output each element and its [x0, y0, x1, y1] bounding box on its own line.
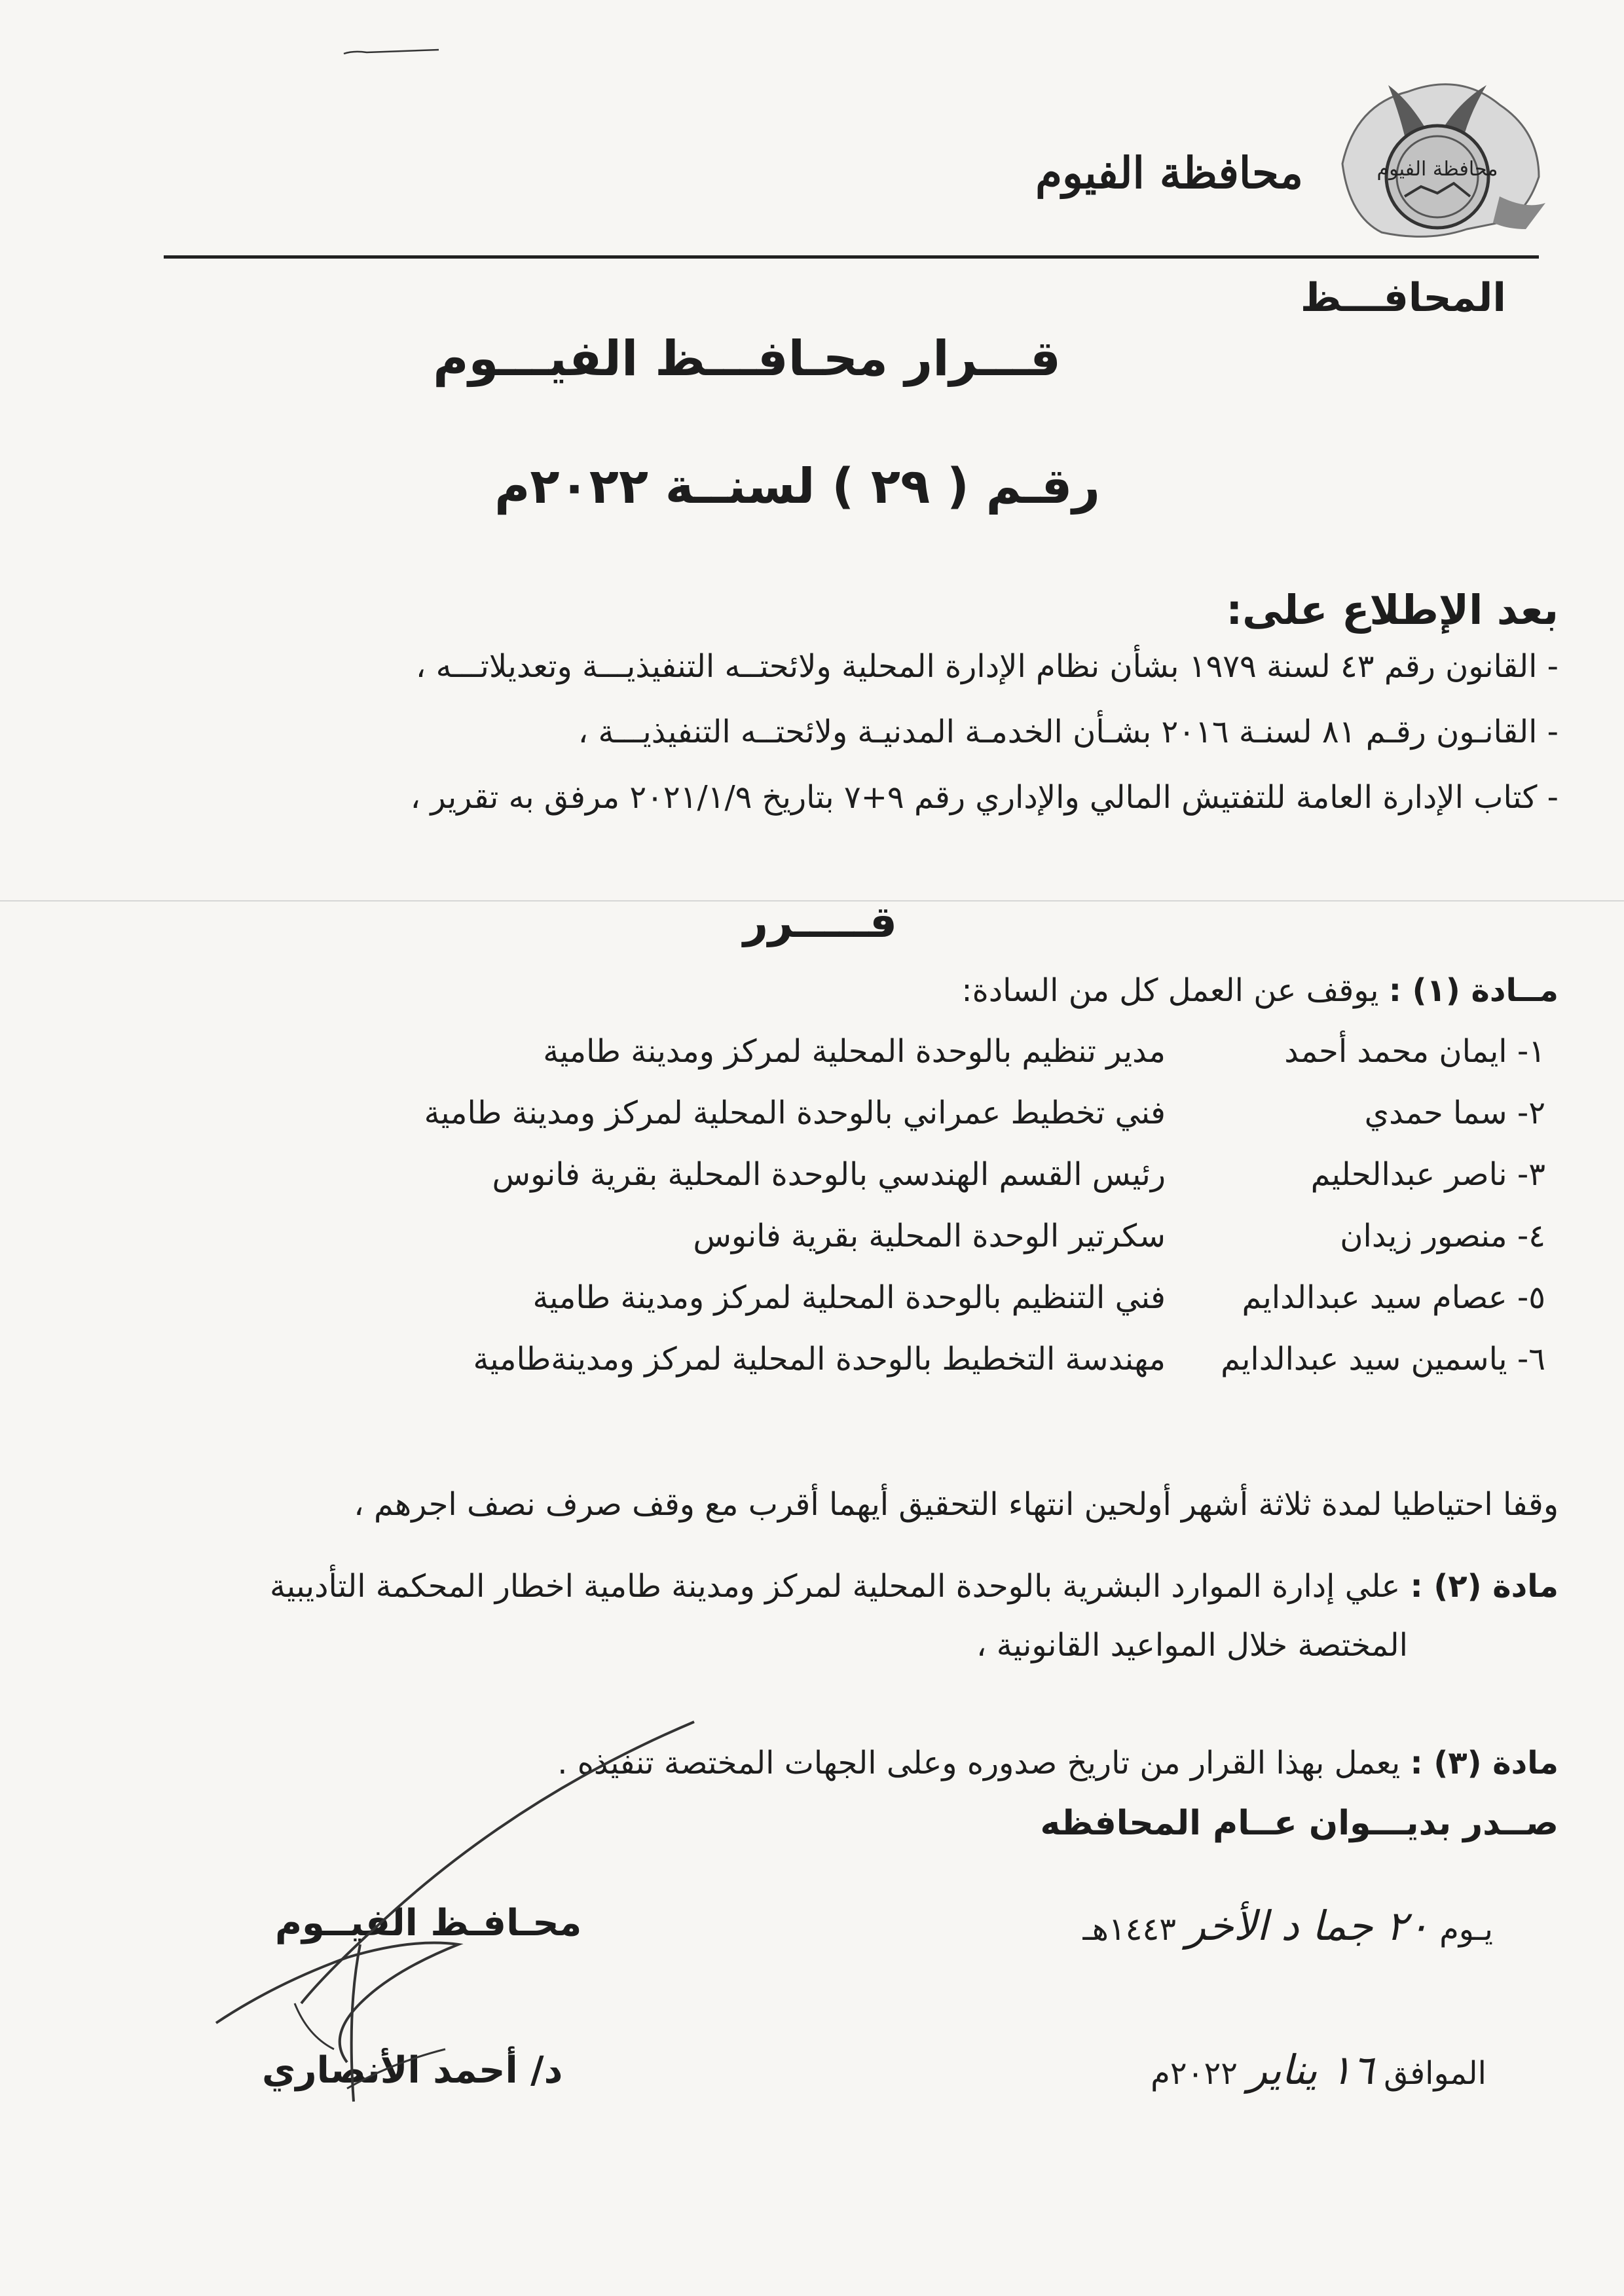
person-title: فني تخطيط عمراني بالوحدة المحلية لمركز ومدينة طامية — [424, 1095, 1166, 1131]
person-title: مهندسة التخطيط بالوحدة المحلية لمركز ومدينةطامية — [473, 1341, 1166, 1377]
suspension-text: وقفا احتياطيا لمدة ثلاثة أشهر أولحين انتهاء التحقيق أيهما أقرب مع وقف صرف نصف اجرهم ، — [354, 1486, 1559, 1523]
person-title: رئيس القسم الهندسي بالوحدة المحلية بقرية فانوس — [492, 1156, 1166, 1193]
article-label: مادة (٢) : — [1410, 1568, 1559, 1605]
gregorian-date-line — [1151, 2046, 1486, 2094]
person-name: ٦- ياسمين سيد عبدالدايم — [1221, 1341, 1545, 1377]
day-prefix: يـوم — [1439, 1911, 1493, 1948]
signature-name: د/ أحمد الأنصاري — [262, 2049, 563, 2092]
corr-prefix: الموافق — [1384, 2055, 1486, 2092]
article-text: يعمل بهذا القرار من تاريخ صدوره وعلى الجهات المختصة تنفيذه . — [557, 1745, 1401, 1781]
person-title: فني التنظيم بالوحدة المحلية لمركز ومدينة طامية — [532, 1279, 1166, 1316]
preamble-item: - القانـون رقـم ٨١ لسنـة ٢٠١٦ بشـأن الخدمـة المدنيـة ولائحتــه التنفيذيـــة ، — [578, 714, 1559, 750]
preamble-item: - كتاب الإدارة العامة للتفتيش المالي والإداري رقم ٩+٧ بتاريخ ٢٠٢١/١/٩ مرفق به تقرير ، — [410, 779, 1559, 816]
handwritten-hijri-day: ٢٠ جما د الأخر — [1186, 1902, 1430, 1950]
person-name: ٥- عصام سيد عبدالدايم — [1242, 1279, 1545, 1316]
article-2-continuation: المختصة خلال المواعيد القانونية ، — [976, 1627, 1408, 1664]
person-name: ٣- ناصر عبدالحليم — [1310, 1156, 1545, 1193]
preamble-item: - القانون رقم ٤٣ لسنة ١٩٧٩ بشأن نظام الإدارة المحلية ولائحتــه التنفيذيـــة وتعديلاتـــه ، — [415, 648, 1559, 685]
header-divider — [164, 255, 1539, 259]
office-label: المحافـــظ — [1300, 275, 1506, 321]
governorate-seal-icon — [1329, 65, 1545, 249]
person-name: ٤- منصور زيدان — [1340, 1218, 1545, 1254]
issued-line: صــدر بديـــوان عــام المحافظه — [1040, 1804, 1559, 1843]
pen-stroke-mark — [341, 41, 445, 60]
preamble-heading: بعد الإطلاع على: — [1226, 586, 1559, 634]
person-title: مدير تنظيم بالوحدة المحلية لمركز ومدينة طامية — [543, 1033, 1166, 1070]
decision-number: رقـم ( ٢٩ ) لسنــة ٢٠٢٢م — [494, 458, 1100, 515]
article-label: مادة (٣) : — [1410, 1745, 1559, 1781]
hijri-date-line — [1083, 1902, 1494, 1950]
article-label: مــادة (١) : — [1388, 972, 1559, 1009]
handwritten-signature-icon — [196, 1696, 786, 2121]
governorate-name: محافظة الفيوم — [1035, 147, 1303, 198]
hijri-year: ١٤٤٣هـ — [1082, 1911, 1176, 1948]
person-name: ٢- سما حمدي — [1364, 1095, 1545, 1131]
article-2 — [270, 1568, 1559, 1605]
article-text: يوقف عن العمل كل من السادة: — [961, 972, 1379, 1009]
article-1 — [961, 972, 1559, 1009]
signature-title: محـافـظ الفيــوم — [275, 1902, 582, 1944]
handwritten-gregorian-day: ١٦ يناير — [1247, 2046, 1374, 2094]
decision-title: قـــرار محـافـــظ الفيـــوم — [433, 331, 1061, 387]
gregorian-year: ٢٠٢٢م — [1151, 2055, 1238, 2092]
person-title: سكرتير الوحدة المحلية بقرية فانوس — [693, 1218, 1166, 1254]
person-name: ١- ايمان محمد أحمد — [1284, 1033, 1545, 1070]
decided-heading: قـــــرر — [743, 897, 897, 947]
article-text: علي إدارة الموارد البشرية بالوحدة المحلية لمركز ومدينة طامية اخطار المحكمة التأديبية — [270, 1568, 1401, 1605]
svg-text:محافظة الفيوم: محافظة الفيوم — [1376, 158, 1498, 181]
